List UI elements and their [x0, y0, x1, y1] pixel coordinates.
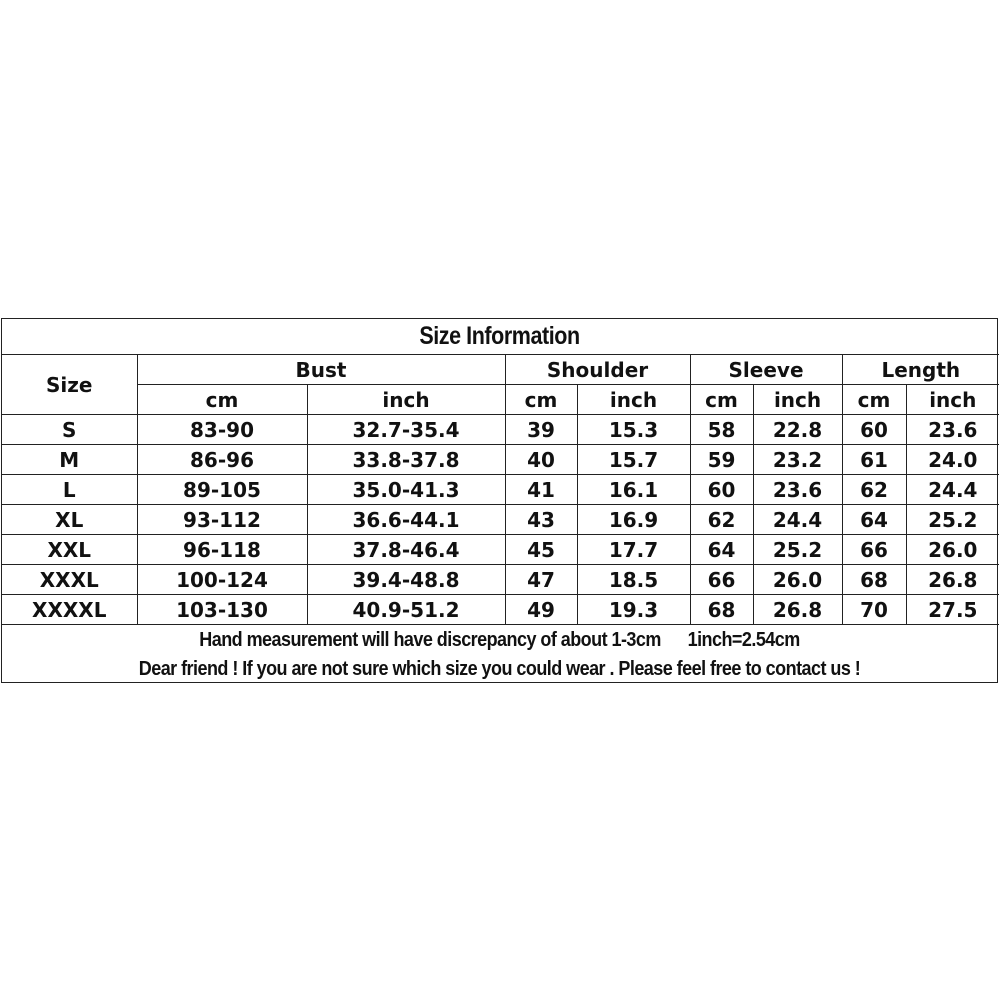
- sleeve-inch-cell: 22.8: [753, 415, 842, 445]
- length-inch-cell: 25.2: [906, 505, 999, 535]
- bust-cm-cell: 100-124: [137, 565, 307, 595]
- sleeve-cm-header: cm: [690, 385, 753, 415]
- length-inch-cell: 24.4: [906, 475, 999, 505]
- bust-inch-cell: 35.0-41.3: [307, 475, 505, 505]
- size-cell: L: [2, 475, 137, 505]
- bust-cm-cell: 93-112: [137, 505, 307, 535]
- size-cell: XXL: [2, 535, 137, 565]
- size-cell: M: [2, 445, 137, 475]
- sleeve-cm-cell: 64: [690, 535, 753, 565]
- bust-cm-cell: 103-130: [137, 595, 307, 625]
- length-cm-cell: 62: [842, 475, 906, 505]
- length-inch-cell: 26.0: [906, 535, 999, 565]
- notes: [2, 626, 997, 684]
- length-inch-cell: 23.6: [906, 415, 999, 445]
- bust-cm-cell: 89-105: [137, 475, 307, 505]
- sleeve-inch-header: inch: [753, 385, 842, 415]
- shoulder-inch-header: inch: [577, 385, 690, 415]
- length-inch-cell: 24.0: [906, 445, 999, 475]
- shoulder-cm-cell: 40: [505, 445, 577, 475]
- measurement-note: Hand measurement will have discrepancy of about 1-3cm 1inch=2.54cm: [199, 629, 800, 651]
- shoulder-inch-cell: 18.5: [577, 565, 690, 595]
- length-cm-header: cm: [842, 385, 906, 415]
- size-cell: S: [2, 415, 137, 445]
- size-column-header: Size: [2, 355, 137, 415]
- bust-inch-cell: 36.6-44.1: [307, 505, 505, 535]
- size-cell: XL: [2, 505, 137, 535]
- sleeve-inch-cell: 23.6: [753, 475, 842, 505]
- shoulder-cm-cell: 45: [505, 535, 577, 565]
- bust-inch-cell: 39.4-48.8: [307, 565, 505, 595]
- sleeve-inch-cell: 23.2: [753, 445, 842, 475]
- shoulder-cm-header: cm: [505, 385, 577, 415]
- table-row: [2, 595, 999, 625]
- header-row-units: [2, 385, 999, 415]
- shoulder-inch-cell: 16.1: [577, 475, 690, 505]
- contact-note: Dear friend ! If you are not sure which size you could wear . Please feel free to contact us !: [138, 658, 861, 680]
- bust-column-header: Bust: [137, 355, 505, 385]
- sleeve-cm-cell: 66: [690, 565, 753, 595]
- length-cm-cell: 66: [842, 535, 906, 565]
- bust-cm-header: cm: [137, 385, 307, 415]
- length-cm-cell: 70: [842, 595, 906, 625]
- table-row: [2, 535, 999, 565]
- shoulder-inch-cell: 17.7: [577, 535, 690, 565]
- bust-inch-cell: 40.9-51.2: [307, 595, 505, 625]
- sleeve-inch-cell: 24.4: [753, 505, 842, 535]
- table-row: [2, 505, 999, 535]
- chart-title: Size Information: [419, 322, 580, 350]
- sleeve-column-header: Sleeve: [690, 355, 842, 385]
- sleeve-inch-cell: 26.8: [753, 595, 842, 625]
- shoulder-cm-cell: 49: [505, 595, 577, 625]
- length-cm-cell: 64: [842, 505, 906, 535]
- table-row: [2, 415, 999, 445]
- bust-cm-cell: 86-96: [137, 445, 307, 475]
- length-inch-cell: 27.5: [906, 595, 999, 625]
- sleeve-cm-cell: 60: [690, 475, 753, 505]
- sleeve-cm-cell: 68: [690, 595, 753, 625]
- table-row: [2, 475, 999, 505]
- sleeve-inch-cell: 26.0: [753, 565, 842, 595]
- size-chart: [1, 318, 998, 683]
- bust-inch-cell: 33.8-37.8: [307, 445, 505, 475]
- length-cm-cell: 68: [842, 565, 906, 595]
- shoulder-inch-cell: 16.9: [577, 505, 690, 535]
- size-cell: XXXXL: [2, 595, 137, 625]
- table-row: [2, 445, 999, 475]
- shoulder-cm-cell: 43: [505, 505, 577, 535]
- bust-cm-cell: 83-90: [137, 415, 307, 445]
- shoulder-cm-cell: 41: [505, 475, 577, 505]
- bust-cm-cell: 96-118: [137, 535, 307, 565]
- length-cm-cell: 61: [842, 445, 906, 475]
- shoulder-column-header: Shoulder: [505, 355, 690, 385]
- length-cm-cell: 60: [842, 415, 906, 445]
- shoulder-inch-cell: 15.7: [577, 445, 690, 475]
- sleeve-cm-cell: 62: [690, 505, 753, 535]
- bust-inch-cell: 37.8-46.4: [307, 535, 505, 565]
- shoulder-inch-cell: 19.3: [577, 595, 690, 625]
- bust-inch-cell: 32.7-35.4: [307, 415, 505, 445]
- length-inch-header: inch: [906, 385, 999, 415]
- size-table: [2, 354, 999, 625]
- shoulder-cm-cell: 39: [505, 415, 577, 445]
- bust-inch-header: inch: [307, 385, 505, 415]
- length-column-header: Length: [842, 355, 999, 385]
- sleeve-inch-cell: 25.2: [753, 535, 842, 565]
- size-cell: XXXL: [2, 565, 137, 595]
- sleeve-cm-cell: 58: [690, 415, 753, 445]
- table-row: [2, 565, 999, 595]
- sleeve-cm-cell: 59: [690, 445, 753, 475]
- header-row-groups: [2, 355, 999, 385]
- shoulder-inch-cell: 15.3: [577, 415, 690, 445]
- length-inch-cell: 26.8: [906, 565, 999, 595]
- shoulder-cm-cell: 47: [505, 565, 577, 595]
